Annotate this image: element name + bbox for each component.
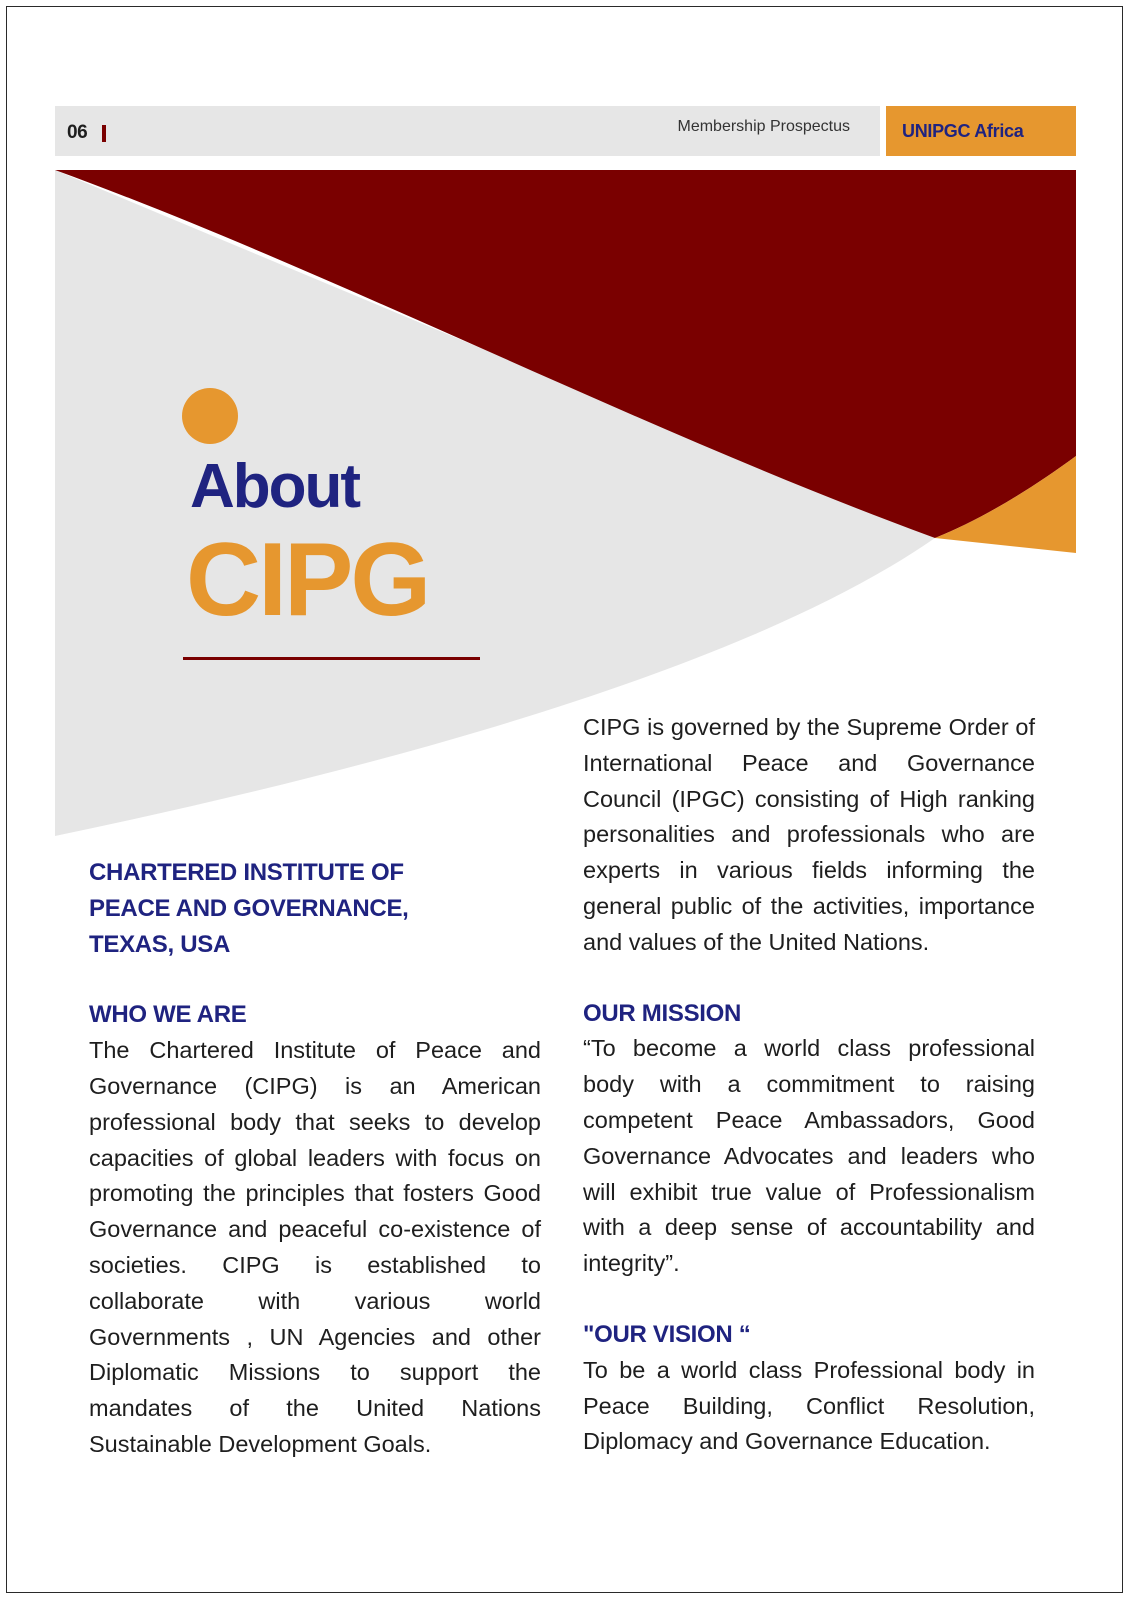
- mission-heading: OUR MISSION: [583, 999, 742, 1027]
- brand-label: UNIPGC Africa: [902, 121, 1024, 141]
- title-about: About: [190, 452, 360, 521]
- title-underline: [183, 657, 480, 660]
- governance-text: CIPG is governed by the Supreme Order of International Peace and Governance Council (IPGC) consisting of High ranking personalities and professionals who are experts in various fields informing the general public of the activities, importance and values of the United Nations.: [583, 714, 1035, 955]
- page-number: 06: [67, 122, 88, 143]
- title-dot: [182, 388, 238, 444]
- who-we-are-text: The Chartered Institute of Peace and Governance (CIPG) is an American professional body that seeks to develop capacities of global leaders with focus on promoting the principles that fosters Good Governance and peaceful co-existence of societies. CIPG is established to collaborate with various world Governments , UN Agencies and other Diplomatic Missions to support the mandates of the United Nations Sustainable Development Goals.: [89, 1037, 541, 1457]
- vision-text: To be a world class Professional body in Peace Building, Conflict Resolution, Diplomacy and Governance Education.: [583, 1356, 1035, 1455]
- section-label: Membership Prospectus: [677, 118, 850, 135]
- vision-heading: "OUR VISION “: [583, 1320, 751, 1348]
- org-name-line-3: TEXAS, USA: [89, 930, 231, 958]
- mission-text: “To become a world class professional body with a commitment to raising competent Peace Ambassadors, Good Governance Advocates and leaders who will exhibit true value of Professionalism with a deep sense of accountability and integrity”.: [583, 1035, 1035, 1277]
- title-cipg: CIPG: [186, 522, 429, 638]
- left-column: [89, 855, 541, 1463]
- who-we-are-heading: WHO WE ARE: [89, 1001, 247, 1029]
- org-name-line-2: PEACE AND GOVERNANCE,: [89, 894, 409, 922]
- org-name-line-1: CHARTERED INSTITUTE OF: [89, 859, 404, 886]
- right-column: [583, 710, 1035, 1460]
